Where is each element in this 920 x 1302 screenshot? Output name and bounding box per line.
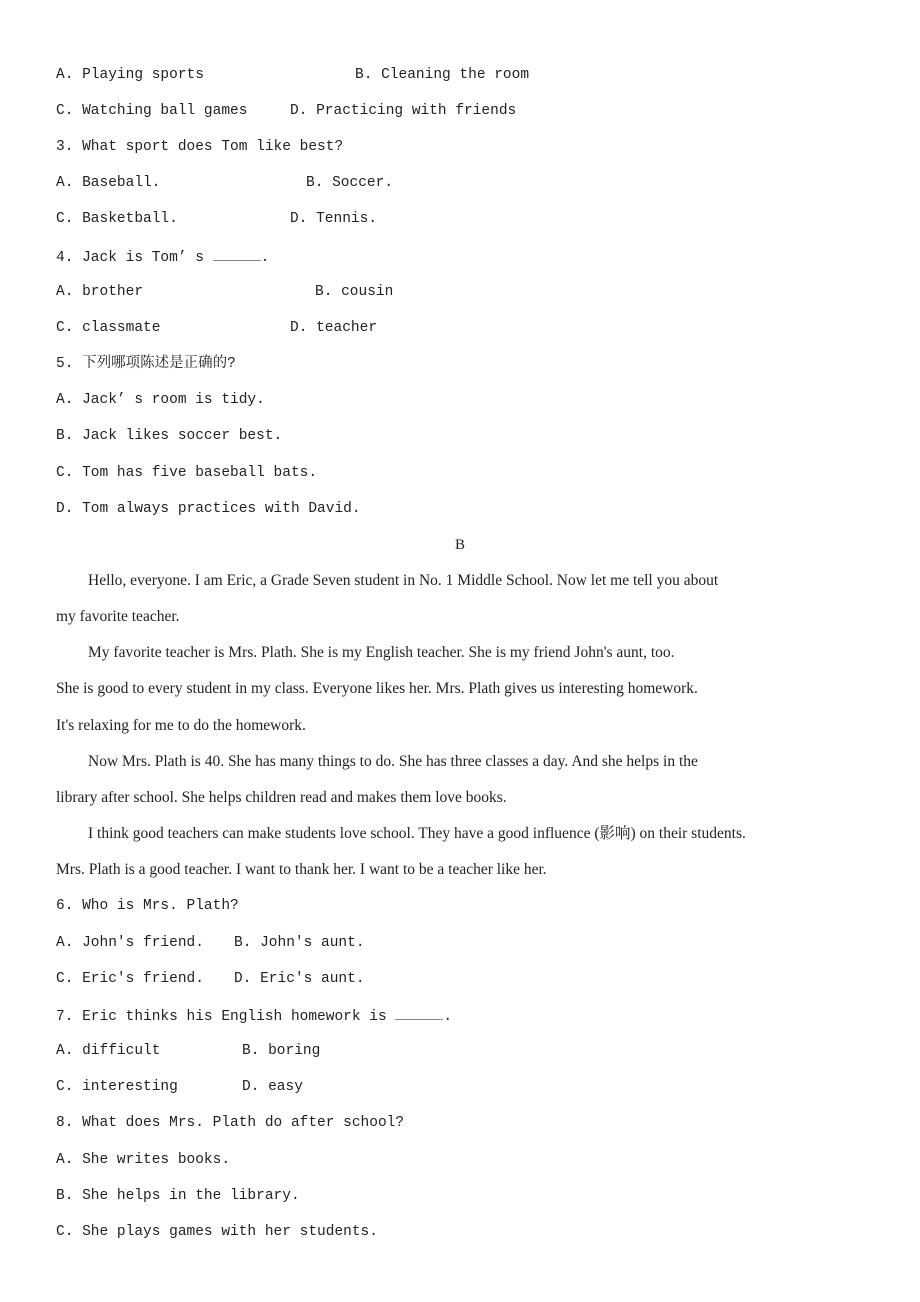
passage-line: Mrs. Plath is a good teacher. I want to thank her. I want to be a teacher like her. (56, 861, 547, 878)
q4-question-text: 4. Jack is Tom’ s (56, 250, 213, 266)
q7-option-c: C. interesting (56, 1079, 178, 1095)
q4-question (56, 246, 269, 268)
q2-option-a: A. Playing sports (56, 67, 204, 83)
q3-option-a: A. Baseball. (56, 175, 161, 191)
q7-option-b: B. boring (242, 1043, 321, 1059)
q4-option-a: A. brother (56, 284, 144, 300)
q3-question: 3. What sport does Tom like best? (56, 139, 344, 155)
q3-option-b: B. Soccer. (306, 175, 394, 191)
passage-line: She is good to every student in my class. Everyone likes her. Mrs. Plath gives us interesting homework. (56, 680, 698, 697)
q5-question: 5. 下列哪项陈述是正确的? (56, 356, 236, 372)
q8-option-c: C. She plays games with her students. (56, 1224, 378, 1240)
passage-line: My favorite teacher is Mrs. Plath. She is my English teacher. She is my friend John's aunt, too. (88, 644, 675, 661)
passage-line: It's relaxing for me to do the homework. (56, 717, 306, 734)
q4-option-c: C. classmate (56, 320, 161, 336)
q7-option-d: D. easy (242, 1079, 303, 1095)
q6-question: 6. Who is Mrs. Plath? (56, 898, 239, 914)
passage-line: library after school. She helps children read and makes them love books. (56, 789, 507, 806)
q6-option-d: D. Eric's aunt. (234, 971, 365, 987)
q5-option-c: C. Tom has five baseball bats. (56, 465, 318, 481)
q8-option-a: A. She writes books. (56, 1152, 231, 1168)
passage-line: I think good teachers can make students love school. They have a good influence (影响) on their students. (88, 825, 746, 842)
q8-question: 8. What does Mrs. Plath do after school? (56, 1115, 405, 1131)
q7-answer-blank (395, 1005, 443, 1020)
q7-question-end: . (443, 1009, 453, 1025)
q6-option-a: A. John's friend. (56, 935, 204, 951)
q2-option-b: B. Cleaning the room (355, 67, 530, 83)
q7-question-text: 7. Eric thinks his English homework is (56, 1009, 396, 1025)
q4-answer-blank (213, 246, 261, 261)
q2-option-d: D. Practicing with friends (290, 103, 517, 119)
q7-question (56, 1005, 452, 1027)
q7-option-a: A. difficult (56, 1043, 161, 1059)
passage-line: Now Mrs. Plath is 40. She has many things to do. She has three classes a day. And she helps in the (88, 753, 698, 770)
q6-option-c: C. Eric's friend. (56, 971, 204, 987)
passage-line: Hello, everyone. I am Eric, a Grade Seven student in No. 1 Middle School. Now let me tell you about (88, 572, 719, 589)
q6-option-b: B. John's aunt. (234, 935, 365, 951)
q4-option-b: B. cousin (315, 284, 394, 300)
q5-option-b: B. Jack likes soccer best. (56, 428, 283, 444)
q4-question-end: . (260, 250, 270, 266)
section-b-heading: B (454, 537, 465, 553)
q3-option-d: D. Tennis. (290, 211, 378, 227)
q5-option-d: D. Tom always practices with David. (56, 501, 361, 517)
q2-option-c: C. Watching ball games (56, 103, 248, 119)
q4-option-d: D. teacher (290, 320, 378, 336)
q5-option-a: A. Jack’ s room is tidy. (56, 392, 265, 408)
q8-option-b: B. She helps in the library. (56, 1188, 300, 1204)
q3-option-c: C. Basketball. (56, 211, 178, 227)
passage-line: my favorite teacher. (56, 608, 180, 625)
